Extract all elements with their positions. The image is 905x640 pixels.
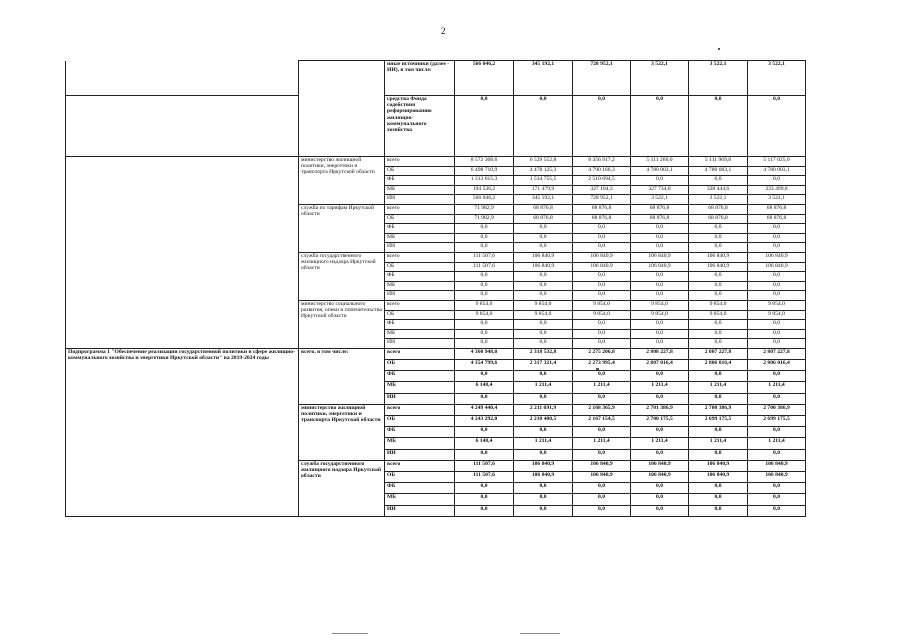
source-cell: всего (385, 157, 455, 167)
value-cell: 106 840,9 (514, 252, 573, 262)
value-cell: 106 840,9 (573, 262, 631, 272)
value-cell: 3 522,1 (748, 61, 806, 96)
value-cell: 566 046,2 (455, 195, 514, 205)
value-cell: 111 507,6 (455, 460, 514, 471)
source-cell: ФБ (385, 176, 455, 186)
value-cell: 0,0 (573, 291, 631, 301)
value-cell: 3 522,1 (631, 61, 689, 96)
value-cell: 0,0 (631, 339, 689, 349)
value-cell: 333 499,8 (748, 185, 806, 195)
executor-cell: министерство жилищной политики, энергетики и транспорта Иркутской области (299, 404, 385, 460)
source-cell: иные источники (далее - ИИ), в том числе: (385, 61, 455, 96)
value-cell: 106 840,9 (689, 252, 748, 262)
value-cell: 4 354 799,6 (455, 360, 514, 371)
value-cell: 0,0 (631, 494, 689, 505)
value-cell: 68 876,8 (631, 204, 689, 214)
value-cell: 0,0 (514, 96, 573, 157)
value-cell: 1 211,4 (689, 438, 748, 449)
subprogram-title-cell: Подпрограмма 1 "Обеспечение реализации государственной политики в сфере жилищно-коммунального хозяйства и энергетики Иркутской области" на 2019-2024 годы (66, 348, 299, 516)
value-cell: 4 243 292,0 (455, 416, 514, 427)
value-cell: 9 854,0 (748, 300, 806, 310)
source-cell: МБ (385, 494, 455, 505)
value-cell: 0,0 (573, 505, 631, 516)
value-cell: 3 522,1 (689, 61, 748, 96)
value-cell: 6 529 552,8 (514, 157, 573, 167)
value-cell: 0,0 (514, 224, 573, 234)
value-cell: 0,0 (631, 176, 689, 186)
value-cell: 0,0 (573, 329, 631, 339)
value-cell: 106 840,9 (573, 460, 631, 471)
value-cell: 2 807 227,8 (748, 348, 806, 359)
value-cell: 1 211,4 (573, 382, 631, 393)
value-cell: 0,0 (455, 494, 514, 505)
value-cell: 0,0 (514, 494, 573, 505)
value-cell: 728 952,1 (573, 61, 631, 96)
value-cell: 0,0 (514, 427, 573, 438)
value-cell: 327 734,8 (631, 185, 689, 195)
value-cell: 0,0 (689, 243, 748, 253)
value-cell: 0,0 (514, 393, 573, 404)
value-cell: 8 356 917,2 (573, 157, 631, 167)
value-cell: 4 780 003,1 (748, 166, 806, 176)
value-cell: 0,0 (573, 320, 631, 330)
program-cell (66, 157, 299, 349)
table-row (66, 348, 806, 359)
value-cell: 111 507,6 (455, 471, 514, 482)
value-cell: 5 111 260,0 (631, 157, 689, 167)
value-cell: 328 444,6 (689, 185, 748, 195)
value-cell: 0,0 (748, 329, 806, 339)
value-cell: 0,0 (689, 320, 748, 330)
value-cell: 2 807 016,4 (631, 360, 689, 371)
value-cell: 2 701 386,9 (631, 404, 689, 415)
value-cell: 0,0 (631, 371, 689, 382)
value-cell: 68 876,8 (514, 214, 573, 224)
value-cell: 0,0 (455, 339, 514, 349)
value-cell: 68 876,8 (631, 214, 689, 224)
value-cell: 106 840,9 (514, 460, 573, 471)
value-cell: 1 211,4 (631, 382, 689, 393)
value-cell: 106 840,9 (748, 460, 806, 471)
value-cell: 0,0 (748, 176, 806, 186)
value-cell: 0,0 (631, 329, 689, 339)
value-cell: 2 318 532,8 (514, 348, 573, 359)
value-cell: 0,0 (573, 281, 631, 291)
value-cell: 9 854,0 (514, 300, 573, 310)
value-cell: 0,0 (748, 427, 806, 438)
value-cell: 0,0 (748, 224, 806, 234)
value-cell: 0,0 (748, 272, 806, 282)
source-cell: всего (385, 404, 455, 415)
source-cell: ОБ (385, 262, 455, 272)
source-cell: МБ (385, 233, 455, 243)
source-cell: ОБ (385, 360, 455, 371)
value-cell: 9 854,0 (455, 310, 514, 320)
value-cell: 106 840,9 (573, 471, 631, 482)
value-cell: 0,0 (455, 427, 514, 438)
value-cell: 345 192,1 (514, 195, 573, 205)
program-cell (66, 96, 299, 157)
source-cell: всего (385, 348, 455, 359)
source-cell: ФБ (385, 427, 455, 438)
value-cell: 0,0 (689, 449, 748, 460)
value-cell: 2 167 154,5 (573, 416, 631, 427)
value-cell: 0,0 (573, 272, 631, 282)
table-row (66, 61, 806, 96)
value-cell: 0,0 (748, 505, 806, 516)
value-cell: 2 210 480,5 (514, 416, 573, 427)
source-cell: МБ (385, 382, 455, 393)
scan-mark (520, 633, 560, 634)
source-cell: ИИ (385, 243, 455, 253)
value-cell: 0,0 (748, 291, 806, 301)
value-cell: 0,0 (689, 291, 748, 301)
source-cell: ОБ (385, 310, 455, 320)
value-cell: 106 840,9 (748, 471, 806, 482)
executor-cell: служба по тарифам Иркутской области (299, 204, 385, 252)
table-row (66, 157, 806, 167)
value-cell: 0,0 (455, 233, 514, 243)
value-cell: 68 876,8 (573, 214, 631, 224)
value-cell: 0,0 (631, 243, 689, 253)
value-cell: 0,0 (631, 320, 689, 330)
budget-table-sheet (65, 60, 805, 517)
value-cell: 1 211,4 (514, 382, 573, 393)
value-cell: 0,0 (455, 371, 514, 382)
program-cell (66, 61, 299, 96)
value-cell: 0,0 (631, 272, 689, 282)
source-cell: всего (385, 252, 455, 262)
value-cell: 2 700 386,9 (689, 404, 748, 415)
value-cell: 0,0 (455, 281, 514, 291)
value-cell: 5 117 025,0 (748, 157, 806, 167)
source-cell: МБ (385, 185, 455, 195)
value-cell: 0,0 (748, 281, 806, 291)
value-cell: 0,0 (689, 371, 748, 382)
value-cell: 1 211,4 (689, 382, 748, 393)
value-cell: 0,0 (631, 291, 689, 301)
value-cell: 106 840,9 (631, 262, 689, 272)
value-cell: 0,0 (573, 427, 631, 438)
value-cell: 2 806 016,4 (748, 360, 806, 371)
value-cell: 0,0 (631, 505, 689, 516)
value-cell: 0,0 (689, 339, 748, 349)
value-cell: 9 854,0 (455, 300, 514, 310)
executor-cell: всего, в том числе: (299, 348, 385, 404)
value-cell: 3 522,1 (689, 195, 748, 205)
value-cell: 0,0 (748, 233, 806, 243)
value-cell: 0,0 (455, 291, 514, 301)
value-cell: 0,0 (514, 449, 573, 460)
value-cell: 1 211,4 (748, 382, 806, 393)
value-cell: 3 522,1 (748, 195, 806, 205)
source-cell: МБ (385, 329, 455, 339)
value-cell: 9 854,0 (748, 310, 806, 320)
source-cell: всего (385, 460, 455, 471)
source-cell: МБ (385, 438, 455, 449)
value-cell: 0,0 (689, 233, 748, 243)
source-cell: всего (385, 300, 455, 310)
value-cell: 0,0 (455, 449, 514, 460)
value-cell: 2 211 691,9 (514, 404, 573, 415)
value-cell: 1 211,4 (631, 438, 689, 449)
value-cell: 9 854,0 (689, 300, 748, 310)
value-cell: 0,0 (573, 339, 631, 349)
value-cell: 106 840,9 (514, 471, 573, 482)
value-cell: 106 840,9 (631, 460, 689, 471)
value-cell: 0,0 (631, 281, 689, 291)
value-cell: 4 790 166,3 (573, 166, 631, 176)
value-cell: 3 522,1 (631, 195, 689, 205)
value-cell: 0,0 (631, 393, 689, 404)
source-cell: средства Фонда содействия реформированию жилищно-коммунального хозяйства (385, 96, 455, 157)
value-cell: 0,0 (573, 393, 631, 404)
value-cell: 0,0 (631, 224, 689, 234)
value-cell: 68 876,8 (573, 204, 631, 214)
value-cell: 0,0 (748, 371, 806, 382)
value-cell: 6 148,4 (455, 382, 514, 393)
value-cell: 2 168 365,9 (573, 404, 631, 415)
value-cell: 0,0 (573, 371, 631, 382)
value-cell: 728 952,1 (573, 195, 631, 205)
value-cell: 71 982,9 (455, 204, 514, 214)
value-cell: 0,0 (631, 483, 689, 494)
value-cell: 0,0 (514, 320, 573, 330)
value-cell: 0,0 (631, 233, 689, 243)
value-cell: 0,0 (573, 449, 631, 460)
value-cell: 2 699 175,5 (748, 416, 806, 427)
value-cell: 0,0 (455, 224, 514, 234)
value-cell: 0,0 (514, 371, 573, 382)
value-cell: 194 536,2 (455, 185, 514, 195)
value-cell: 0,0 (455, 96, 514, 157)
value-cell: 68 876,8 (748, 204, 806, 214)
executor-cell: министерство социального развития, опеки и попечительства Иркутской области (299, 300, 385, 348)
value-cell: 68 876,8 (514, 204, 573, 214)
value-cell: 0,0 (514, 339, 573, 349)
executor-cell: служба государственного жилищного надзора Иркутской области (299, 252, 385, 300)
value-cell: 0,0 (455, 483, 514, 494)
value-cell: 106 840,9 (689, 262, 748, 272)
executor-cell: министерство жилищной политики, энергетики и транспорта Иркутской области (299, 157, 385, 205)
source-cell: ИИ (385, 195, 455, 205)
source-cell: ФБ (385, 272, 455, 282)
value-cell: 4 780 003,1 (631, 166, 689, 176)
value-cell: 0,0 (573, 224, 631, 234)
value-cell: 0,0 (455, 393, 514, 404)
value-cell: 0,0 (514, 272, 573, 282)
value-cell: 0,0 (514, 483, 573, 494)
value-cell: 566 046,2 (455, 61, 514, 96)
source-cell: ФБ (385, 224, 455, 234)
value-cell: 2 275 206,8 (573, 348, 631, 359)
value-cell: 9 854,0 (631, 300, 689, 310)
value-cell: 0,0 (631, 427, 689, 438)
executor-cell: служба государственного жилищного надзора Иркутской области (299, 460, 385, 516)
value-cell: 1 211,4 (748, 438, 806, 449)
value-cell: 106 840,9 (689, 471, 748, 482)
value-cell: 106 840,9 (573, 252, 631, 262)
value-cell: 9 854,0 (573, 310, 631, 320)
value-cell: 1 534 755,5 (514, 176, 573, 186)
value-cell: 111 507,6 (455, 262, 514, 272)
value-cell: 0,0 (748, 483, 806, 494)
value-cell: 2 808 227,8 (631, 348, 689, 359)
value-cell: 111 507,6 (455, 252, 514, 262)
value-cell: 106 840,9 (748, 252, 806, 262)
value-cell: 0,0 (514, 243, 573, 253)
value-cell: 0,0 (748, 339, 806, 349)
value-cell: 0,0 (748, 494, 806, 505)
value-cell: 0,0 (573, 494, 631, 505)
source-cell: ОБ (385, 166, 455, 176)
budget-table (65, 60, 806, 517)
value-cell: 9 854,0 (689, 310, 748, 320)
value-cell: 327 104,3 (573, 185, 631, 195)
value-cell: 9 854,0 (573, 300, 631, 310)
value-cell: 71 982,9 (455, 214, 514, 224)
value-cell: 106 840,9 (631, 471, 689, 482)
value-cell: 106 840,9 (689, 460, 748, 471)
value-cell: 0,0 (455, 329, 514, 339)
value-cell: 1 211,4 (573, 438, 631, 449)
value-cell: 2 807 227,8 (689, 348, 748, 359)
value-cell: 2 806 016,4 (689, 360, 748, 371)
value-cell: 0,0 (748, 449, 806, 460)
value-cell: 0,0 (631, 449, 689, 460)
value-cell: 0,0 (514, 291, 573, 301)
source-cell: ОБ (385, 471, 455, 482)
source-cell: всего (385, 204, 455, 214)
value-cell: 0,0 (455, 505, 514, 516)
value-cell: 0,0 (573, 96, 631, 157)
value-cell: 2 273 995,4 (573, 360, 631, 371)
scan-mark (332, 633, 368, 634)
value-cell: 0,0 (689, 483, 748, 494)
value-cell: 0,0 (514, 233, 573, 243)
value-cell: 68 876,8 (689, 204, 748, 214)
value-cell: 0,0 (689, 329, 748, 339)
value-cell: 0,0 (514, 281, 573, 291)
value-cell: 1 211,4 (514, 438, 573, 449)
source-cell: МБ (385, 281, 455, 291)
source-cell: ИИ (385, 505, 455, 516)
value-cell: 0,0 (689, 96, 748, 157)
source-cell: ИИ (385, 393, 455, 404)
value-cell: 2 700 386,9 (748, 404, 806, 415)
value-cell: 4 249 440,4 (455, 404, 514, 415)
value-cell: 0,0 (455, 243, 514, 253)
value-cell: 0,0 (689, 494, 748, 505)
value-cell: 0,0 (748, 320, 806, 330)
executor-cell (299, 61, 385, 157)
value-cell: 0,0 (689, 281, 748, 291)
value-cell: 106 840,9 (748, 262, 806, 272)
value-cell: 4 780 003,1 (689, 166, 748, 176)
source-cell: ИИ (385, 291, 455, 301)
value-cell: 9 854,0 (631, 310, 689, 320)
value-cell: 0,0 (748, 243, 806, 253)
value-cell: 2 700 175,5 (631, 416, 689, 427)
value-cell: 106 840,9 (631, 252, 689, 262)
value-cell: 2 317 321,4 (514, 360, 573, 371)
source-cell: ИИ (385, 449, 455, 460)
value-cell: 0,0 (689, 393, 748, 404)
value-cell: 106 840,9 (514, 262, 573, 272)
value-cell: 171 479,9 (514, 185, 573, 195)
value-cell: 0,0 (573, 483, 631, 494)
value-cell: 0,0 (455, 320, 514, 330)
value-cell: 345 192,1 (514, 61, 573, 96)
page-number: 2 (441, 26, 446, 36)
value-cell: 6 148,4 (455, 438, 514, 449)
value-cell: 0,0 (573, 233, 631, 243)
value-cell: 4 478 125,3 (514, 166, 573, 176)
value-cell: 0,0 (514, 505, 573, 516)
value-cell: 0,0 (748, 96, 806, 157)
source-cell: ФБ (385, 371, 455, 382)
value-cell: 0,0 (689, 224, 748, 234)
value-cell: 0,0 (748, 393, 806, 404)
value-cell: 68 876,8 (748, 214, 806, 224)
value-cell: 9 854,0 (514, 310, 573, 320)
value-cell: 1 313 015,3 (455, 176, 514, 186)
value-cell: 8 572 308,6 (455, 157, 514, 167)
value-cell: 2 510 694,5 (573, 176, 631, 186)
value-cell: 0,0 (689, 176, 748, 186)
value-cell: 0,0 (631, 96, 689, 157)
value-cell: 68 876,8 (689, 214, 748, 224)
source-cell: ОБ (385, 416, 455, 427)
value-cell: 5 111 969,8 (689, 157, 748, 167)
value-cell: 0,0 (514, 329, 573, 339)
source-cell: ИИ (385, 339, 455, 349)
value-cell: 6 498 710,9 (455, 166, 514, 176)
value-cell: 0,0 (689, 505, 748, 516)
source-cell: ОБ (385, 214, 455, 224)
source-cell: ФБ (385, 483, 455, 494)
value-cell: 0,0 (455, 272, 514, 282)
value-cell: 0,0 (689, 427, 748, 438)
value-cell: 0,0 (573, 243, 631, 253)
scan-mark (718, 48, 720, 50)
source-cell: ФБ (385, 320, 455, 330)
table-row (66, 96, 806, 157)
value-cell: 4 360 948,0 (455, 348, 514, 359)
value-cell: 0,0 (689, 272, 748, 282)
value-cell: 2 699 175,5 (689, 416, 748, 427)
